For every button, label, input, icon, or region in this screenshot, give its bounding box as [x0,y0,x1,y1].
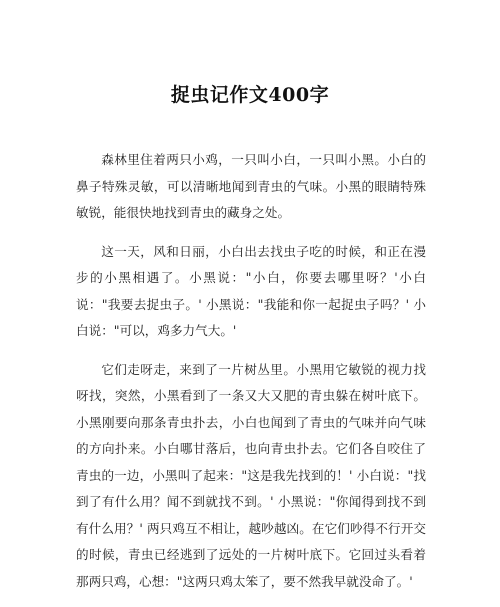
document-body [76,147,426,607]
paragraph-3: 它们走呀走，来到了一片树丛里。小黑用它敏锐的视力找呀找，突然，小黑看到了一条又大又肥的青虫躲在树叶底下。小黑刚要向那条青虫扑去，小白也闻到了青虫的气味并向气味的方向扑来。小白哪甘落后，也向青虫扑去。它们各自咬住了青虫的一边，小黑叫了起来："这是我先找到的！' 小白说："找到了有什么用？闻不到就找不到。' 小黑说："你闻得到找不到有什么用？' 两只鸡互不相让，越吵越凶。在它们吵得不行开交的时候，青虫已经逃到了远处的一片树叶底下。它回过头看着那两只鸡，心想："这两只鸡太笨了，要不然我早就没命了。' [76,361,426,589]
paragraph-2: 这一天，风和日丽，小白出去找虫子吃的时候，和正在漫步的小黑相遇了。小黑说："小白，你要去哪里呀？'小白说："我要去捉虫子。' 小黑说："我能和你一起捉虫子吗？' 小白说："可以，鸡多力气大。' [76,243,426,338]
paragraph-1: 森林里住着两只小鸡，一只叫小白，一只叫小黑。小白的鼻子特殊灵敏，可以清晰地闻到青虫的气味。小黑的眼睛特殊敏锐，能很快地找到青虫的藏身之处。 [76,152,426,220]
document-title: 捉虫记作文400字 [170,84,330,106]
